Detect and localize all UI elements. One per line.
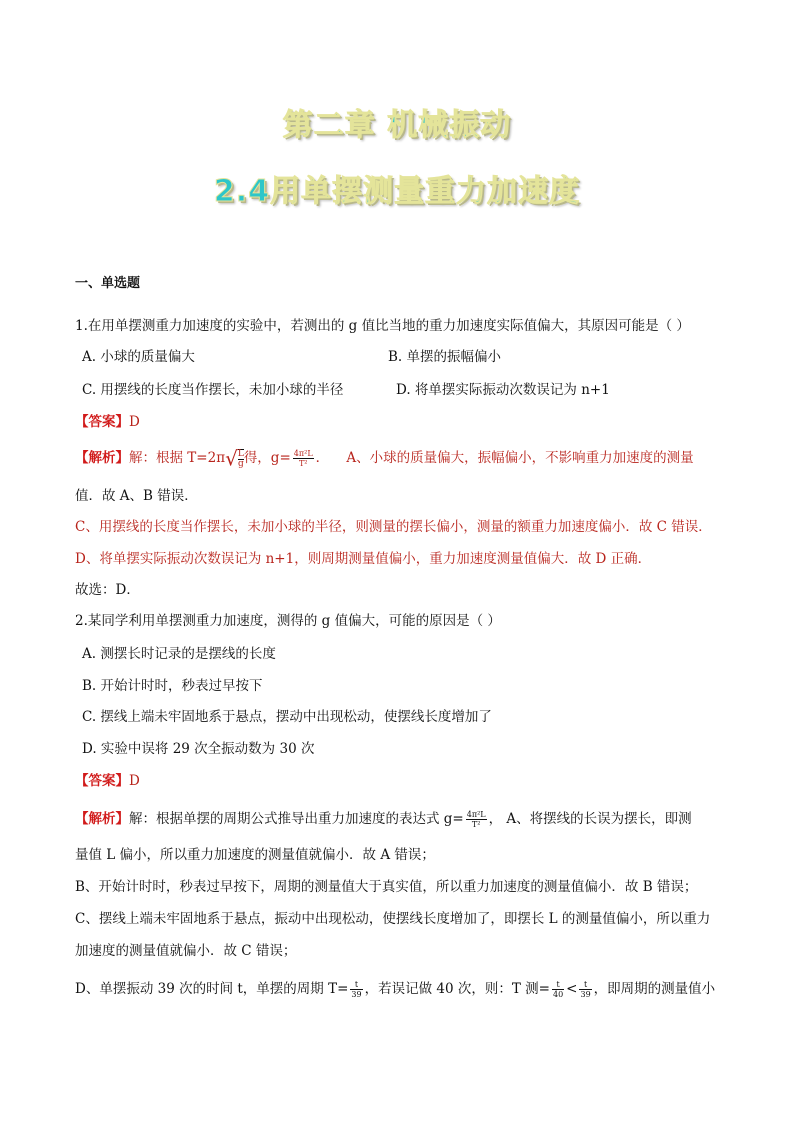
analysis-text: ． bbox=[315, 450, 330, 466]
analysis-text: ，即周期的测量值小 bbox=[593, 981, 716, 997]
q1-answer bbox=[75, 412, 140, 432]
q2-option-d: D. 实验中误将 29 次全振动数为 30 次 bbox=[82, 741, 315, 757]
q2-stem: 2.某同学利用单摆测重力加速度，测得的 g 值偏大，可能的原因是（ ） bbox=[75, 613, 501, 629]
analysis-text: ， A、将摆线的长误为摆长，即测 bbox=[488, 811, 692, 827]
analysis-text: A、小球的质量偏大，振幅偏小，不影响重力加速度的测量 bbox=[346, 450, 694, 466]
q2-option-a: A. 测摆长时记录的是摆线的长度 bbox=[82, 646, 276, 662]
q2-analysis-line4: C、摆线上端未牢固地系于悬点，振动中出现松动，使摆线长度增加了，即摆长 L 的测量值偏小，所以重力 bbox=[75, 911, 711, 927]
analysis-text: ，若误记做 40 次，则：T 测= bbox=[364, 981, 550, 997]
g-formula: $\frac{\text{4π²L}}{\text{T²}}$ bbox=[466, 810, 486, 829]
analysis-text: 解：根据 T=2π bbox=[129, 450, 226, 466]
analysis-tag: 【解析】 bbox=[75, 450, 129, 466]
sqrt-formula: √ $\frac{L}{g}$ bbox=[225, 446, 244, 470]
answer-value: D bbox=[129, 773, 140, 789]
answer-tag: 【答案】 bbox=[75, 773, 129, 789]
q1-option-a: A. 小球的质量偏大 bbox=[82, 349, 195, 365]
analysis-text: 得，g= bbox=[243, 450, 291, 466]
q2-analysis-line1 bbox=[75, 809, 692, 829]
true-period-formula: $\frac{t}{39}$ bbox=[580, 980, 591, 999]
q1-option-d: D. 将单摆实际振动次数误记为 n+1 bbox=[396, 382, 610, 398]
analysis-tag: 【解析】 bbox=[75, 811, 129, 827]
lesson-title: 2.4用单摆测量重力加速度 bbox=[213, 174, 581, 209]
less-than-sign: < bbox=[566, 981, 578, 997]
answer-tag: 【答案】 bbox=[75, 414, 129, 430]
measured-period-formula: $\frac{t}{40}$ bbox=[552, 980, 564, 999]
answer-value: D bbox=[129, 414, 140, 430]
section-heading: 一、单选题 bbox=[75, 276, 141, 291]
q1-analysis-line1 bbox=[75, 448, 694, 469]
chapter-title: 第二章 机械振动 bbox=[282, 108, 512, 143]
q1-stem: 1.在用单摆测重力加速度的实验中，若测出的 g 值比当地的重力加速度实际值偏大，其原因可能是（ ） bbox=[75, 318, 690, 334]
q2-analysis-line3: B、开始计时时，秒表过早按下，周期的测量值大于真实值，所以重力加速度的测量值偏小．故 B 错误； bbox=[75, 879, 698, 895]
q2-option-c: C. 摆线上端未牢固地系于悬点，摆动中出现松动，使摆线长度增加了 bbox=[82, 709, 492, 725]
q2-option-b: B. 开始计时时，秒表过早按下 bbox=[82, 678, 263, 694]
q2-analysis-line2: 量值 L 偏小，所以重力加速度的测量值就偏小．故 A 错误； bbox=[75, 847, 435, 863]
period-formula: $\frac{t}{39}$ bbox=[351, 980, 362, 999]
q2-answer bbox=[75, 771, 140, 791]
q1-option-b: B. 单摆的振幅偏小 bbox=[388, 349, 502, 365]
analysis-text: D、单摆振动 39 次的时间 t，单摆的周期 T= bbox=[75, 981, 349, 997]
q1-option-c: C. 用摆线的长度当作摆长，未加小球的半径 bbox=[82, 382, 344, 398]
analysis-text: 解：根据单摆的周期公式推导出重力加速度的表达式 g= bbox=[129, 811, 464, 827]
q2-analysis-line5: 加速度的测量值就偏小．故 C 错误； bbox=[75, 943, 297, 959]
q1-analysis-line4: D、将单摆实际振动次数误记为 n+1，则周期测量值偏小，重力加速度测量值偏大．故 D 正确． bbox=[75, 551, 652, 567]
q2-analysis-line6 bbox=[75, 979, 715, 999]
q1-analysis-line3: C、用摆线的长度当作摆长，未加小球的半径，则测量的摆长偏小，测量的额重力加速度偏小．故 C 错误． bbox=[75, 519, 712, 535]
g-formula: $\frac{\text{4π²L}}{\text{T²}}$ bbox=[293, 449, 313, 468]
q1-analysis-line5: 故选：D． bbox=[75, 582, 140, 598]
q1-analysis-line2: 值．故 A、B 错误． bbox=[75, 488, 198, 504]
